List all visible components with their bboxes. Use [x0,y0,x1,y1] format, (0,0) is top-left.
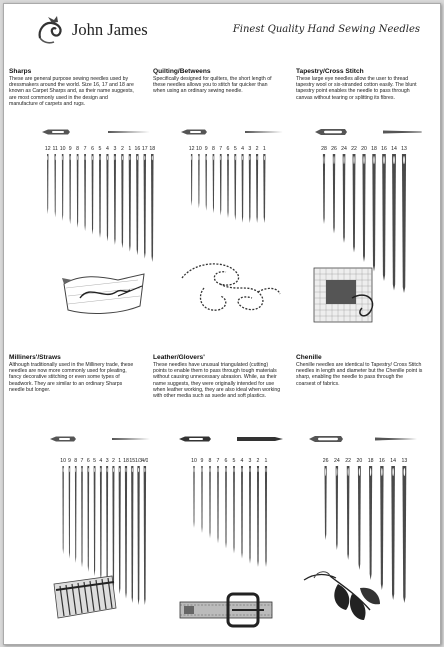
section-description: Chenille needles are identical to Tapestry/ Cross Stitch needles in length and diameter but the Chenille point is sharp, enabling the needle to pass through the coarsest of fabrics. [296,362,423,387]
needle-eye [63,468,64,472]
catalog-sheet [3,3,441,645]
needle [87,466,89,572]
needle-eye [234,468,235,472]
needle-eye [404,468,406,476]
needle [343,154,346,243]
needle [137,466,139,605]
needle [242,154,244,223]
needle-eye [132,468,133,472]
needle [136,154,138,255]
needle-size-label: 22 [351,146,357,152]
needle-size-label: 6 [86,458,90,464]
needle-size-label: 8 [74,458,78,464]
needle [209,466,211,538]
needle-eye [210,468,211,472]
needle [69,466,70,558]
needle-closeup-quilting [181,128,287,136]
needle-size-label: 22 [345,458,352,464]
needle-eye [94,468,95,472]
needle-eye [113,468,114,472]
needle-eye [266,468,267,472]
needle-size-label: 10 [191,458,197,464]
needle-eye [257,156,258,160]
needle-size-label: 1 [128,146,132,152]
needle-size-label: 8 [208,458,212,464]
needle-eye [144,156,145,160]
needle-closeup-leather [179,435,285,443]
needle [402,466,406,603]
section-title: Tapestry/Cross Stitch [296,68,364,75]
needle-size-label: 2 [256,458,260,464]
needle-size-label: 9 [204,146,208,152]
needle-eye [100,468,101,472]
section-title: Milliners'/Straws [9,354,61,361]
needle [100,466,102,581]
needle-size-label: 12 [44,146,51,152]
needle-eye [235,156,236,160]
needle-size-label: 18 [123,458,129,464]
needle-eye [199,156,200,160]
needle [129,154,131,252]
needle-eye [122,156,123,160]
needle-eye [325,468,326,476]
needle-size-label: 6 [224,458,228,464]
needle-eye [226,468,227,472]
needle-closeup-milliners [50,435,154,443]
needle-size-label: 5 [233,146,237,152]
needle-size-label: 14 [390,458,397,464]
needle [227,154,229,218]
needle-size-label: 3 [248,146,252,152]
needle-closeup-tapestry [315,128,427,136]
needle-eye [348,468,349,476]
section-description: Although traditionally used in the Millinery trade, these needles are now more commonly used for pleating, fancy decorative stitching or even some types of beadwork. They are similar to an ordinary Sharps needle but longer. [9,362,134,393]
section-description: These needles have unusual triangulated (cutting) points to enable them to pass through tough materials without causing unnecessary abrasion. While, as their name suggests, they were originally intended for use when leather working, they are also ideal when working with other media such as suede and soft plastics. [153,362,281,400]
brand-name: John James [72,20,148,39]
needle [372,154,375,272]
needle-eye [324,156,325,164]
needle-size-label: 26 [331,146,337,152]
needle [402,154,406,293]
needle-eye [92,156,93,160]
needle [106,154,108,241]
needle-eye [138,468,139,472]
needle-gauge-svg [188,144,268,224]
needle-size-label: 9 [200,458,204,464]
needle-eye [218,468,219,472]
needle-eye [213,156,214,160]
needle [77,154,79,228]
needle [69,154,71,224]
needle [382,154,386,281]
needle-eye [144,468,145,472]
needle-size-label: 26 [322,458,329,464]
needle-size-label: 10 [60,458,67,464]
needle [151,154,154,262]
needle-size-label: 7 [216,458,220,464]
needle [353,154,356,253]
needle-size-label: 5 [93,458,97,464]
needle-eye [363,156,364,164]
needle [62,466,63,554]
needle-eye [250,468,251,472]
needle [47,154,48,214]
needle-size-label: 6 [91,146,94,152]
needle-eye [264,156,265,160]
needle-eye [129,156,130,160]
needle-size-label: 11 [52,146,58,152]
needle-size-label: 12 [188,146,195,152]
needle [336,466,338,550]
needle [106,466,108,585]
needle [213,154,215,213]
needle [112,466,114,590]
needle-size-label: 17 [141,146,148,152]
section-title: Quilting/Betweens [153,68,211,75]
needle-size-label: 6 [226,146,230,152]
section-leather [153,354,281,399]
needle-eye [152,156,153,160]
needle [249,466,251,564]
needle [92,154,94,235]
needle-eye [359,468,360,476]
needle-size-label: 16 [378,458,385,464]
needle [225,466,227,548]
needle-eye [393,156,395,164]
section-sharps [9,68,137,107]
needle-size-label: 4 [99,458,103,464]
needle-size-label: 20 [361,146,367,152]
needle [119,466,121,594]
needle-size-label: 4 [240,458,244,464]
needle-size-label: 7 [80,458,84,464]
sewn-fabric-illustration [60,266,148,320]
needle-eye [353,156,354,164]
needle-size-label: 7 [83,146,87,152]
needle-size-label: 24 [341,146,347,152]
needle-size-label: 1 [118,458,122,464]
needle-eye [370,468,371,476]
needle-closeup-chenille [309,435,421,443]
needle-size-label: 10 [196,146,202,152]
needle-eye [70,156,71,160]
needle [144,154,146,259]
section-title: Sharps [9,68,32,75]
needle [62,154,64,221]
needle-eye [115,156,116,160]
needle-eye [220,156,221,160]
needle-size-label: 3 [105,458,109,464]
needle [94,466,96,576]
needle [233,466,235,554]
needle [205,154,207,211]
needle-eye [82,468,83,472]
needle [84,154,86,231]
needle-eye [334,156,335,164]
section-quilting [153,68,281,95]
needle-eye [107,468,108,472]
needle-eye [242,468,243,472]
needle-gauge-svg [44,144,156,264]
needle-size-label: 2 [111,458,115,464]
needle [333,154,335,234]
needle-size-label: 18 [149,146,156,152]
needle-eye [100,156,101,160]
needle-size-chart-leather [190,456,270,568]
needle [198,154,199,208]
needle-size-label: 14 [391,146,397,152]
needle-eye [137,156,138,160]
needle [125,466,127,599]
needle [75,466,77,563]
needle [114,154,116,245]
needle-size-label: 16 [134,146,141,152]
needle-size-label: 15 [129,458,136,464]
needle-size-label: 24 [333,458,340,464]
needle-size-label: 1 [264,458,268,464]
needle-size-label: 3 [113,146,117,152]
needle-gauge-svg [190,456,270,568]
needle-eye [47,156,48,160]
needle [191,154,192,206]
needle-eye [249,156,250,160]
needle-eye [403,156,405,164]
needle [391,466,395,600]
leaf-embroidery-illustration [300,566,384,632]
needle-size-label: 10 [59,146,66,152]
needle-size-label: 16 [381,146,387,152]
needle [81,466,83,567]
needle-size-label: 9 [67,458,71,464]
needle-size-label: 13 [401,146,407,152]
needle-eye [88,468,89,472]
needle-size-label: 2 [255,146,259,152]
section-tapestry [296,68,424,101]
needle-size-label: 8 [212,146,215,152]
needle-size-label: 2 [120,146,124,152]
section-description: These are general purpose sewing needles used by dressmakers around the world. Size 16, 17 and 18 are known as Carpet Sharps and, as their name suggests, are most commonly used in the design and manufacture of carpets and rugs. [9,76,134,107]
needle-size-label: 8 [76,146,80,152]
section-title: Chenille [296,354,322,361]
needle-eye [85,156,86,160]
needle [323,154,325,224]
needle-eye [343,156,344,164]
needle-size-label: 5 [98,146,102,152]
needle [257,466,259,567]
needle-size-label: 3 [248,458,252,464]
needle-eye [119,468,120,472]
needle-eye [69,468,70,472]
needle-size-chart-quilting [188,144,268,224]
needle-size-chart-sharps [44,144,156,264]
needle-size-label: 4 [106,146,109,152]
canvas-stitch-illustration [312,266,382,324]
needle-size-label: 18 [367,458,374,464]
needle-eye [191,156,192,160]
needle-eye [202,468,203,472]
needle-eye [206,156,207,160]
needle-eye [373,156,374,164]
needle-size-label: 4 [241,146,244,152]
needle [325,466,327,540]
needle-size-label: 4/0 [141,458,148,464]
section-title: Leather/Glovers' [153,354,205,361]
needle-eye [62,156,63,160]
needle [99,154,101,238]
needle [220,154,222,216]
needle-eye [75,468,76,472]
needle [362,154,365,262]
needle-eye [107,156,108,160]
needle-eye [228,156,229,160]
pleated-fabric-illustration [52,574,118,620]
section-milliners [9,354,137,393]
needle [193,466,194,528]
needle [392,154,396,291]
needle [249,154,251,223]
needle-closeup-sharps [42,128,154,136]
needle-eye [126,468,127,472]
needle-eye [258,468,259,472]
needle [201,466,202,533]
needle-size-label: 9 [68,146,72,152]
needle [256,154,258,223]
needle-eye [55,156,56,160]
needle-size-label: 13 [401,458,408,464]
needle-size-label: 20 [356,458,363,464]
needle [263,154,265,223]
needle-size-label: 1 [262,146,266,152]
needle-size-label: 5 [232,458,236,464]
needle [131,466,133,603]
section-description: These large eye needles allow the user to thread tapestry wool or six-stranded cotton easily. The blunt tapestry point enables the needle to pass through canvas without tearing or splitting its fibres. [296,76,417,101]
needle-eye [381,468,382,476]
needle [241,466,243,559]
needle-eye [336,468,337,476]
section-chenille [296,354,424,387]
needle [54,154,55,217]
needle-eye [392,468,393,476]
needle-size-label: 28 [321,146,327,152]
needle [347,466,350,560]
needle-size-label: 1/3 [134,458,143,464]
needle [369,466,372,580]
leather-buckle-illustration [178,590,274,630]
dragon-logo-icon [34,14,68,48]
quilted-leaf-illustration [174,258,284,318]
needle-eye [77,156,78,160]
needle [265,466,267,567]
needle [217,466,219,543]
needle [358,466,361,570]
tagline: Finest Quality Hand Sewing Needles [232,24,420,35]
needle-eye [383,156,384,164]
needle-eye [242,156,243,160]
needle-size-label: 18 [371,146,377,152]
needle [234,154,236,220]
section-description: Specifically designed for quilters, the short length of these needles allows you to stitch far quicker than when using an ordinary sewing needle. [153,76,272,95]
needle-eye [194,468,195,472]
needle-size-label: 7 [219,146,223,152]
needle [121,154,123,248]
needle [144,466,146,605]
